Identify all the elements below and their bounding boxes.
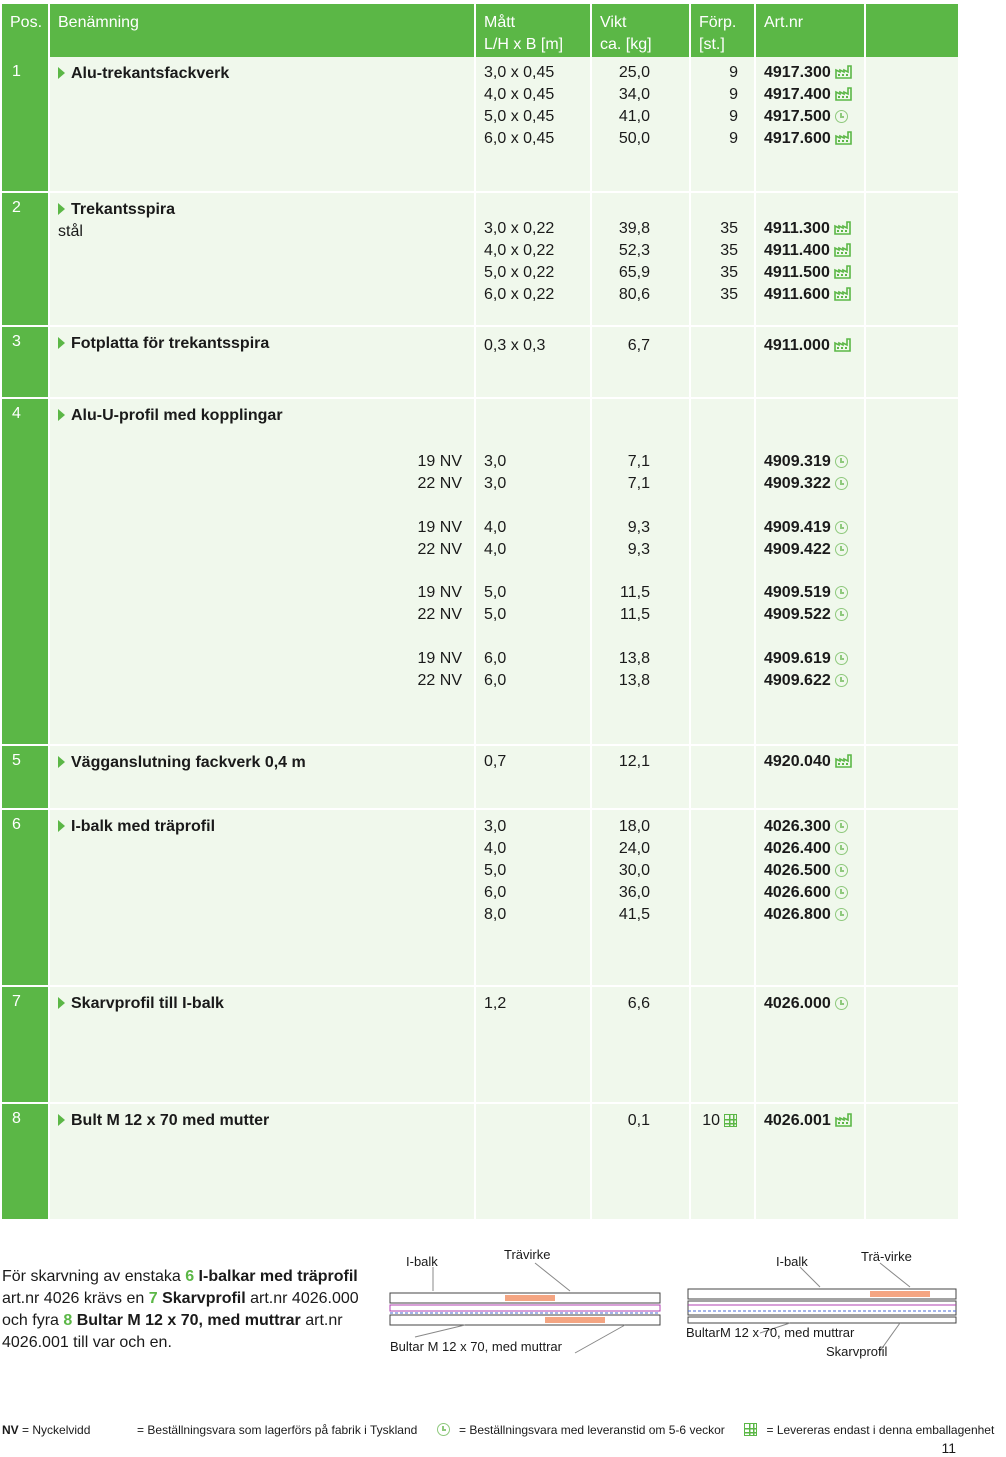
label-skarvprofil-right: Skarvprofil: [826, 1344, 888, 1359]
article-number: 4909.519: [764, 582, 848, 604]
table-cell: [866, 810, 958, 985]
product-name: Fotplatta för trekantsspira: [58, 333, 269, 355]
factory-icon: [834, 264, 852, 278]
article-number: 4026.000: [764, 993, 848, 1015]
pack-qty: 9: [729, 130, 738, 147]
clock-icon: [835, 820, 848, 833]
pack-qty: 35: [720, 286, 738, 303]
article-number: 4909.619: [764, 648, 848, 670]
dimension: 4,0: [484, 519, 507, 536]
row-pos: 7: [2, 987, 48, 1102]
dimension: 3,0: [484, 453, 507, 470]
article-number: 4026.400: [764, 838, 848, 860]
label-ibalk-left: I-balk: [406, 1254, 438, 1269]
weight: 41,0: [618, 108, 650, 125]
table-cell: [866, 746, 958, 808]
page-number: 11: [941, 1440, 956, 1456]
triangle-icon: [58, 997, 65, 1009]
dimension: 5,0: [484, 606, 507, 623]
dimension: 3,0: [484, 475, 507, 492]
factory-icon: [834, 286, 852, 300]
triangle-icon: [58, 820, 65, 832]
weight: 39,8: [618, 220, 650, 237]
key-width: 19 NV: [417, 584, 462, 601]
clock-icon: [835, 886, 848, 899]
article-number: 4911.000: [764, 335, 852, 357]
triangle-icon: [58, 409, 65, 421]
clock-icon: [835, 908, 848, 921]
pack-qty: 35: [720, 242, 738, 259]
table-cell: [866, 399, 958, 744]
weight: 36,0: [618, 884, 650, 901]
article-number: 4909.422: [764, 539, 848, 561]
dimension: 0,7: [484, 753, 507, 770]
dimension: 6,0 x 0,45: [484, 130, 555, 147]
factory-icon: [834, 242, 852, 256]
key-width: 22 NV: [417, 672, 462, 689]
pack-qty: 9: [729, 64, 738, 81]
article-number: 4917.600: [764, 128, 853, 150]
clock-icon: [835, 521, 848, 534]
pack-qty: 35: [720, 264, 738, 281]
table-header: [0, 0, 960, 57]
table-cell: [866, 1104, 958, 1219]
header-dim: Mått L/H x B [m]: [476, 4, 590, 57]
triangle-icon: [58, 1114, 65, 1126]
clock-icon: [835, 477, 848, 490]
dimension: 0,3 x 0,3: [484, 337, 546, 354]
clock-icon: [835, 674, 848, 687]
clock-icon: [835, 543, 848, 556]
legend-factory: = Beställningsvara som lagerförs på fabrik i Tyskland: [106, 1423, 424, 1437]
triangle-icon: [58, 337, 65, 349]
factory-icon: [834, 337, 852, 351]
header-blank: [866, 4, 958, 57]
clock-icon: [835, 455, 848, 468]
weight: 11,5: [620, 584, 650, 601]
article-number: 4911.600: [764, 284, 852, 306]
label-bultar-right: BultarM 12 x 70, med muttrar: [686, 1325, 855, 1340]
table-cell: [691, 399, 754, 744]
header-artnr: Art.nr: [756, 4, 864, 57]
dimension: 4,0: [484, 541, 507, 558]
table-cell: [866, 57, 958, 191]
dimension: 4,0: [484, 840, 507, 857]
article-number: 4026.001: [764, 1110, 853, 1132]
factory-icon: [835, 86, 853, 100]
label-ibalk-right: I-balk: [776, 1254, 808, 1269]
header-pos: Pos.: [2, 4, 48, 57]
factory-icon: [834, 220, 852, 234]
article-number: 4917.500: [764, 106, 848, 128]
table-cell: [691, 810, 754, 985]
clock-icon: [835, 652, 848, 665]
weight: 52,3: [618, 242, 650, 259]
triangle-icon: [58, 203, 65, 215]
dimension: 5,0: [484, 862, 507, 879]
weight: 24,0: [618, 840, 650, 857]
row-pos: 8: [2, 1104, 48, 1219]
weight: 80,6: [618, 286, 650, 303]
product-name: Vägganslutning fackverk 0,4 m: [58, 752, 306, 774]
dimension: 5,0 x 0,22: [484, 264, 555, 281]
product-name: Bult M 12 x 70 med mutter: [58, 1110, 269, 1132]
article-number: 4909.622: [764, 670, 848, 692]
clock-icon: [835, 997, 848, 1010]
product-name: Alu-U-profil med kopplingar: [58, 405, 283, 427]
weight: 9,3: [627, 541, 650, 558]
pack-qty: 10: [691, 1110, 737, 1132]
dimension: 8,0: [484, 906, 507, 923]
table-cell: [691, 746, 754, 808]
article-number: 4909.319: [764, 451, 848, 473]
table-cell: [866, 327, 958, 397]
weight: 6,6: [627, 995, 650, 1012]
dimension: 3,0 x 0,45: [484, 64, 555, 81]
table-cell: [866, 193, 958, 325]
clock-icon: [835, 110, 848, 123]
weight: 30,0: [618, 862, 650, 879]
splice-note: För skarvning av enstaka 6 I-balkar med träprofil art.nr 4026 krävs en 7 Skarvprofil art.nr 4026.000 och fyra 8 Bultar M 12 x 70, med muttrar art.nr 4026.001 till var och en.: [2, 1268, 359, 1351]
row-pos: 3: [2, 327, 48, 397]
dimension: 5,0: [484, 584, 507, 601]
product-name: Trekantsspira: [58, 199, 175, 221]
clock-icon: [835, 586, 848, 599]
triangle-icon: [58, 756, 65, 768]
legend: [2, 1422, 1006, 1437]
product-name: I-balk med träprofil: [58, 816, 215, 838]
factory-icon: [835, 753, 853, 767]
dimension: 6,0: [484, 672, 507, 689]
row-pos: 4: [2, 399, 48, 744]
weight: 41,5: [618, 906, 650, 923]
ibeam-splice-drawing: [680, 1245, 960, 1360]
dimension: 4,0 x 0,45: [484, 86, 555, 103]
weight: 7,1: [627, 453, 650, 470]
weight: 25,0: [618, 64, 650, 81]
pack-qty: 9: [729, 108, 738, 125]
dimension: 3,0: [484, 818, 507, 835]
grid-icon: [724, 1114, 737, 1127]
legend-clock: = Beställningsvara med leveranstid om 5-6 veckor: [433, 1423, 731, 1437]
weight: 7,1: [627, 475, 650, 492]
weight: 13,8: [618, 650, 650, 667]
article-number: 4909.522: [764, 604, 848, 626]
article-number: 4911.400: [764, 240, 852, 262]
dimension: 6,0: [484, 884, 507, 901]
row-pos: 5: [2, 746, 48, 808]
clock-icon: [835, 842, 848, 855]
dimension: 1,2: [484, 995, 507, 1012]
key-width: 22 NV: [417, 475, 462, 492]
header-weight: Vikt ca. [kg]: [592, 4, 689, 57]
product-name: Skarvprofil till I-balk: [58, 993, 224, 1015]
row-pos: 2: [2, 193, 48, 325]
pack-qty: 9: [729, 86, 738, 103]
article-number: 4911.300: [764, 218, 852, 240]
weight: 65,9: [618, 264, 650, 281]
grid-icon: [744, 1423, 757, 1436]
article-number: 4920.040: [764, 751, 853, 773]
row-pos: 1: [2, 57, 48, 191]
triangle-icon: [58, 67, 65, 79]
factory-icon: [835, 64, 853, 78]
product-name: Alu-trekantsfackverk: [58, 63, 229, 85]
header-name: Benämning: [50, 4, 474, 57]
table-cell: [476, 1104, 590, 1219]
dimension: 6,0 x 0,22: [484, 286, 555, 303]
article-number: 4917.400: [764, 84, 853, 106]
table-cell: [866, 987, 958, 1102]
dimension: 5,0 x 0,45: [484, 108, 555, 125]
dimension: 6,0: [484, 650, 507, 667]
key-width: 19 NV: [417, 453, 462, 470]
legend-nv: NV = Nyckelvidd: [2, 1423, 91, 1437]
row-pos: 6: [2, 810, 48, 985]
article-number: 4026.800: [764, 904, 848, 926]
weight: 18,0: [618, 818, 650, 835]
article-number: 4909.322: [764, 473, 848, 495]
key-width: 22 NV: [417, 541, 462, 558]
label-bultar-left: Bultar M 12 x 70, med muttrar: [390, 1339, 562, 1354]
weight: 12,1: [618, 753, 650, 770]
clock-icon: [835, 608, 848, 621]
key-width: 19 NV: [417, 519, 462, 536]
product-material: stål: [58, 223, 83, 240]
article-number: 4026.600: [764, 882, 848, 904]
header-pack: Förp. [st.]: [691, 4, 754, 57]
clock-icon: [835, 864, 848, 877]
factory-icon: [110, 1422, 128, 1436]
weight: 50,0: [618, 130, 650, 147]
weight: 13,8: [618, 672, 650, 689]
article-number: 4026.500: [764, 860, 848, 882]
article-number: 4911.500: [764, 262, 852, 284]
pack-qty: 35: [720, 220, 738, 237]
article-number: 4909.419: [764, 517, 848, 539]
factory-icon: [835, 130, 853, 144]
label-travirke-right: Trä-virke: [861, 1249, 912, 1264]
article-number: 4026.300: [764, 816, 848, 838]
weight: 6,7: [627, 337, 650, 354]
clock-icon: [437, 1423, 450, 1436]
weight: 34,0: [618, 86, 650, 103]
label-travirke-left: Trävirke: [504, 1247, 551, 1262]
factory-icon: [835, 1112, 853, 1126]
table-cell: [691, 327, 754, 397]
legend-grid: = Levereras endast i denna emballagenhet: [740, 1423, 1000, 1437]
weight: 9,3: [627, 519, 650, 536]
key-width: 19 NV: [417, 650, 462, 667]
key-width: 22 NV: [417, 606, 462, 623]
article-number: 4917.300: [764, 62, 853, 84]
weight: 11,5: [620, 606, 650, 623]
table-cell: [691, 987, 754, 1102]
dimension: 4,0 x 0,22: [484, 242, 555, 259]
dimension: 3,0 x 0,22: [484, 220, 555, 237]
weight: 0,1: [627, 1112, 650, 1129]
